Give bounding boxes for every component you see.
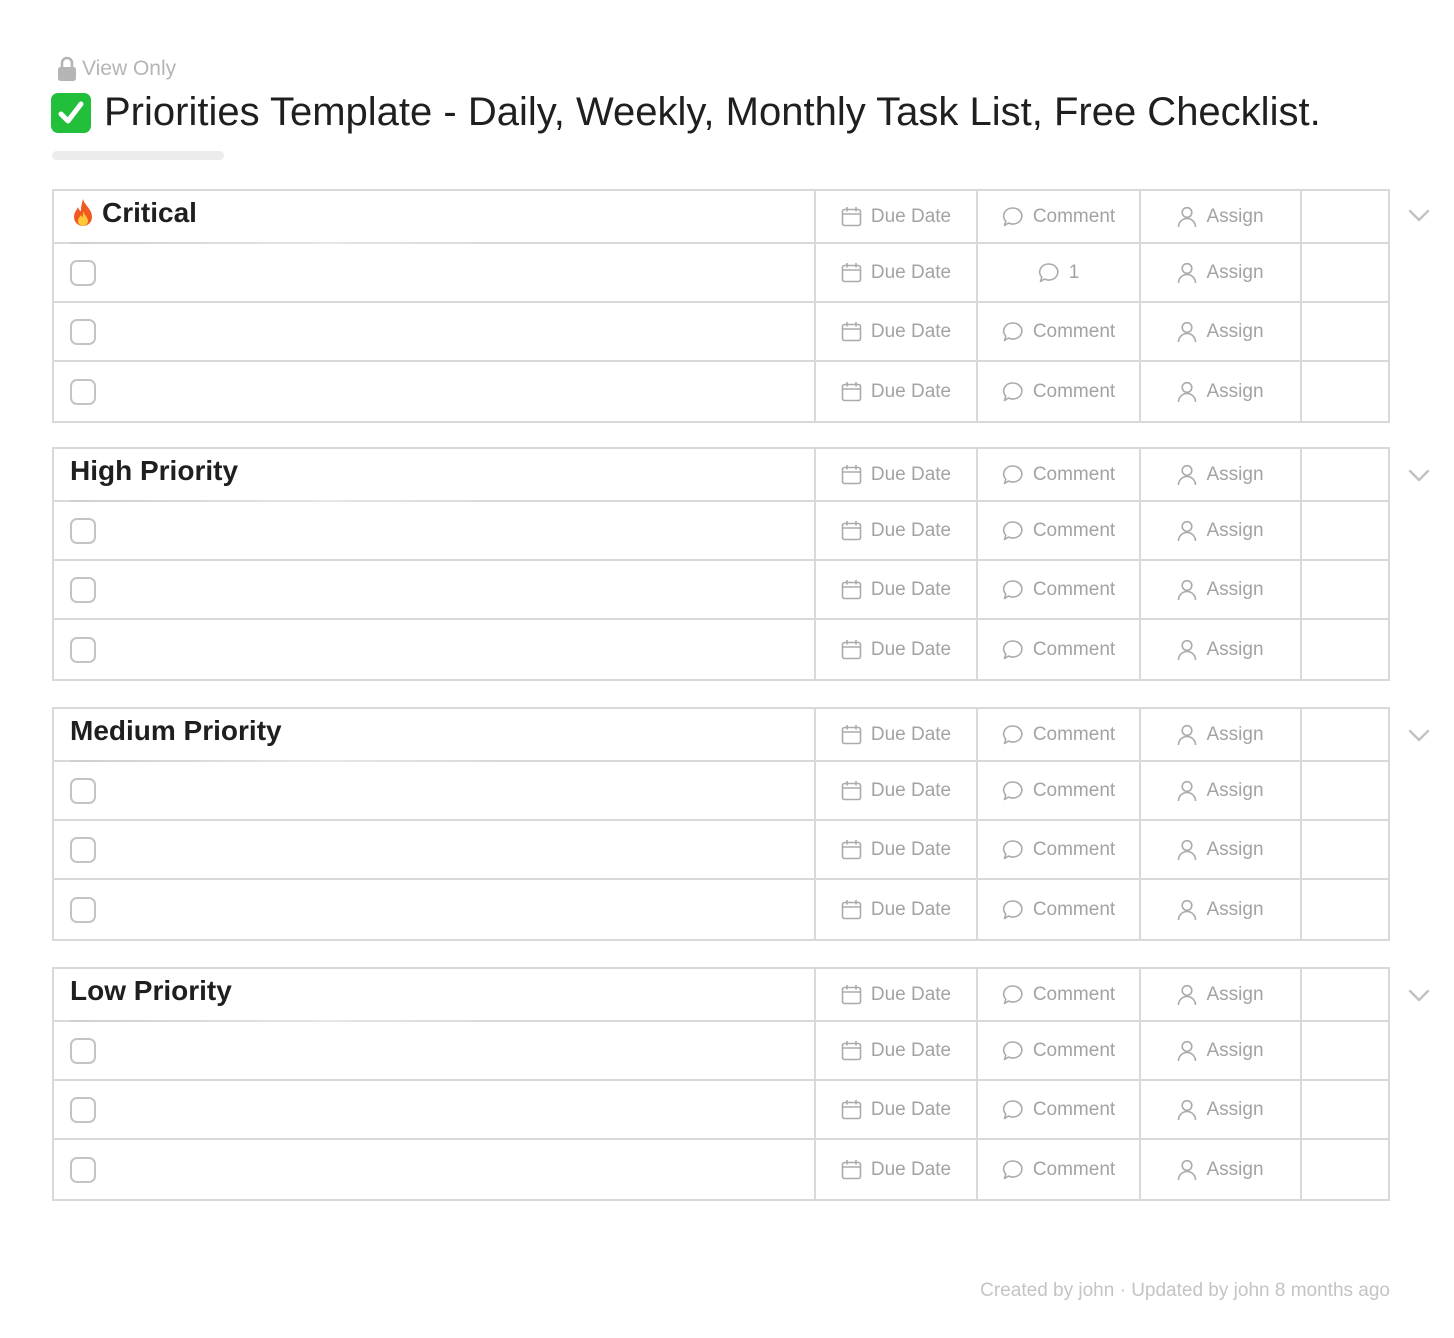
person-icon xyxy=(1177,262,1197,284)
calendar-icon xyxy=(841,1099,862,1120)
extra-column-cell xyxy=(1302,1140,1388,1199)
task-name-cell[interactable] xyxy=(54,244,816,301)
task-row xyxy=(54,303,1388,362)
comment-button-label: Comment xyxy=(1032,519,1116,541)
assign-button-label: Assign xyxy=(1206,578,1264,600)
comment-bubble-icon xyxy=(1002,1099,1024,1121)
assign-button-label: Assign xyxy=(1206,320,1264,342)
assign-button-label: Assign xyxy=(1206,898,1264,920)
person-icon xyxy=(1177,1159,1197,1181)
comment-button-label: Comment xyxy=(1032,320,1116,342)
extra-column-cell xyxy=(1302,561,1388,618)
assign-button-label: Assign xyxy=(1206,205,1264,227)
person-icon xyxy=(1177,381,1197,403)
check-mark-icon xyxy=(51,93,91,133)
due-date-button-label: Due Date xyxy=(870,1158,952,1180)
due-date-button-label: Due Date xyxy=(870,638,952,660)
extra-column-cell xyxy=(1302,620,1388,679)
comment-button[interactable] xyxy=(978,969,1141,1020)
task-row xyxy=(54,620,1388,679)
task-name-cell[interactable] xyxy=(54,880,816,939)
calendar-icon xyxy=(841,206,862,227)
section-header-row xyxy=(54,191,1388,244)
task-name-cell[interactable] xyxy=(54,1081,816,1138)
view-only-indicator xyxy=(56,56,176,82)
task-row xyxy=(54,762,1388,821)
due-date-button[interactable] xyxy=(816,1140,978,1199)
section-title-cell xyxy=(54,449,816,500)
comment-button[interactable] xyxy=(978,561,1141,618)
assign-button[interactable] xyxy=(1141,880,1302,939)
assign-button[interactable] xyxy=(1141,244,1302,301)
chevron-down-icon[interactable] xyxy=(1408,729,1430,743)
comment-button[interactable] xyxy=(978,762,1141,819)
calendar-icon xyxy=(841,639,862,660)
person-icon xyxy=(1177,899,1197,921)
person-icon xyxy=(1177,724,1197,746)
calendar-icon xyxy=(841,321,862,342)
fire-icon xyxy=(70,198,96,228)
section-title xyxy=(70,197,197,229)
comment-button-label: Comment xyxy=(1032,898,1116,920)
person-icon xyxy=(1177,206,1197,228)
extra-column-cell xyxy=(1302,1022,1388,1079)
task-checkbox[interactable] xyxy=(70,1097,96,1123)
section-title-cell xyxy=(54,191,816,242)
assign-button[interactable] xyxy=(1141,502,1302,559)
calendar-icon xyxy=(841,780,862,801)
due-date-button-label: Due Date xyxy=(870,519,952,541)
progress-bar xyxy=(52,151,224,160)
comment-bubble-icon xyxy=(1002,1159,1024,1181)
comment-bubble-icon xyxy=(1002,321,1024,343)
calendar-icon xyxy=(841,724,862,745)
task-checkbox[interactable] xyxy=(70,577,96,603)
priority-section xyxy=(52,967,1390,1201)
comment-bubble-icon xyxy=(1002,381,1024,403)
assign-button-label: Assign xyxy=(1206,463,1264,485)
assign-button[interactable] xyxy=(1141,1140,1302,1199)
chevron-down-icon[interactable] xyxy=(1408,989,1430,1003)
due-date-button[interactable] xyxy=(816,303,978,360)
due-date-button-label: Due Date xyxy=(870,1098,952,1120)
task-name-cell[interactable] xyxy=(54,1022,816,1079)
due-date-button-label: Due Date xyxy=(870,983,952,1005)
task-name-cell[interactable] xyxy=(54,502,816,559)
comment-bubble-icon xyxy=(1002,1040,1024,1062)
due-date-button[interactable] xyxy=(816,709,978,760)
task-checkbox[interactable] xyxy=(70,379,96,405)
task-checkbox[interactable] xyxy=(70,1157,96,1183)
comment-button[interactable] xyxy=(978,821,1141,878)
due-date-button-label: Due Date xyxy=(870,261,952,283)
extra-column-cell xyxy=(1302,709,1388,760)
comment-button[interactable] xyxy=(978,1081,1141,1138)
comment-button-label: Comment xyxy=(1032,983,1116,1005)
section-title xyxy=(70,975,232,1007)
comment-button[interactable] xyxy=(978,880,1141,939)
task-checkbox[interactable] xyxy=(70,637,96,663)
due-date-button[interactable] xyxy=(816,244,978,301)
extra-column-cell xyxy=(1302,244,1388,301)
assign-button-label: Assign xyxy=(1206,779,1264,801)
task-checkbox[interactable] xyxy=(70,518,96,544)
assign-button-label: Assign xyxy=(1206,723,1264,745)
due-date-button[interactable] xyxy=(816,1081,978,1138)
calendar-icon xyxy=(841,1159,862,1180)
comment-button[interactable] xyxy=(978,191,1141,242)
lock-icon xyxy=(56,56,78,82)
chevron-down-icon[interactable] xyxy=(1408,209,1430,223)
extra-column-cell xyxy=(1302,1081,1388,1138)
task-row xyxy=(54,1022,1388,1081)
person-icon xyxy=(1177,579,1197,601)
priority-section xyxy=(52,707,1390,941)
view-only-label: View Only xyxy=(82,57,177,80)
assign-button-label: Assign xyxy=(1206,1158,1264,1180)
section-title-text: Medium Priority xyxy=(70,715,282,746)
due-date-button-label: Due Date xyxy=(870,723,952,745)
comment-bubble-icon xyxy=(1002,899,1024,921)
task-checkbox[interactable] xyxy=(70,897,96,923)
page-title xyxy=(51,90,1321,135)
assign-button[interactable] xyxy=(1141,303,1302,360)
chevron-down-icon[interactable] xyxy=(1408,469,1430,483)
task-checkbox[interactable] xyxy=(70,260,96,286)
assign-button[interactable] xyxy=(1141,969,1302,1020)
comment-button-label: Comment xyxy=(1032,1039,1116,1061)
task-row xyxy=(54,502,1388,561)
task-row xyxy=(54,880,1388,939)
task-row xyxy=(54,1140,1388,1199)
assign-button[interactable] xyxy=(1141,620,1302,679)
task-name-cell[interactable] xyxy=(54,620,816,679)
due-date-button[interactable] xyxy=(816,502,978,559)
section-header-row xyxy=(54,709,1388,762)
task-row xyxy=(54,1081,1388,1140)
comment-button-label: Comment xyxy=(1032,463,1116,485)
person-icon xyxy=(1177,1040,1197,1062)
comment-button-label: Comment xyxy=(1032,638,1116,660)
section-title-text: Critical xyxy=(102,197,197,228)
task-name-cell[interactable] xyxy=(54,762,816,819)
comment-button-label: Comment xyxy=(1032,838,1116,860)
calendar-icon xyxy=(841,520,862,541)
comment-bubble-icon xyxy=(1002,464,1024,486)
calendar-icon xyxy=(841,839,862,860)
section-title-text: Low Priority xyxy=(70,975,232,1006)
comment-bubble-icon xyxy=(1002,724,1024,746)
due-date-button-label: Due Date xyxy=(870,380,952,402)
comment-button[interactable] xyxy=(978,502,1141,559)
assign-button-label: Assign xyxy=(1206,1098,1264,1120)
task-row xyxy=(54,821,1388,880)
calendar-icon xyxy=(841,262,862,283)
person-icon xyxy=(1177,464,1197,486)
comment-button-label: Comment xyxy=(1032,779,1116,801)
comment-button[interactable] xyxy=(978,244,1141,301)
task-checkbox[interactable] xyxy=(70,1038,96,1064)
priority-section xyxy=(52,447,1390,681)
task-row xyxy=(54,244,1388,303)
footer-meta: Created by john · Updated by john 8 months ago xyxy=(980,1280,1390,1301)
comment-button[interactable] xyxy=(978,709,1141,760)
comment-bubble-icon xyxy=(1002,984,1024,1006)
due-date-button[interactable] xyxy=(816,449,978,500)
due-date-button[interactable] xyxy=(816,561,978,618)
assign-button[interactable] xyxy=(1141,762,1302,819)
extra-column-cell xyxy=(1302,362,1388,421)
due-date-button[interactable] xyxy=(816,969,978,1020)
assign-button[interactable] xyxy=(1141,449,1302,500)
due-date-button[interactable] xyxy=(816,191,978,242)
due-date-button-label: Due Date xyxy=(870,578,952,600)
comment-button-label: Comment xyxy=(1032,1098,1116,1120)
extra-column-cell xyxy=(1302,880,1388,939)
due-date-button[interactable] xyxy=(816,362,978,421)
task-name-cell[interactable] xyxy=(54,303,816,360)
comment-button-label: Comment xyxy=(1032,578,1116,600)
due-date-button-label: Due Date xyxy=(870,320,952,342)
comment-button-label: Comment xyxy=(1032,1158,1116,1180)
due-date-button-label: Due Date xyxy=(870,1039,952,1061)
due-date-button-label: Due Date xyxy=(870,898,952,920)
assign-button-label: Assign xyxy=(1206,519,1264,541)
person-icon xyxy=(1177,321,1197,343)
task-row xyxy=(54,362,1388,421)
comment-button[interactable] xyxy=(978,1140,1141,1199)
assign-button-label: Assign xyxy=(1206,983,1264,1005)
comment-button[interactable] xyxy=(978,620,1141,679)
section-title xyxy=(70,455,238,487)
person-icon xyxy=(1177,839,1197,861)
task-name-cell[interactable] xyxy=(54,821,816,878)
comment-button-label: Comment xyxy=(1032,380,1116,402)
person-icon xyxy=(1177,780,1197,802)
assign-button[interactable] xyxy=(1141,1081,1302,1138)
assign-button[interactable] xyxy=(1141,362,1302,421)
priority-section xyxy=(52,189,1390,423)
comment-button-label: 1 xyxy=(1068,261,1080,283)
comment-bubble-icon xyxy=(1002,780,1024,802)
comment-button[interactable] xyxy=(978,1022,1141,1079)
comment-bubble-icon xyxy=(1002,520,1024,542)
assign-button-label: Assign xyxy=(1206,638,1264,660)
due-date-button[interactable] xyxy=(816,762,978,819)
extra-column-cell xyxy=(1302,449,1388,500)
assign-button-label: Assign xyxy=(1206,1039,1264,1061)
due-date-button[interactable] xyxy=(816,1022,978,1079)
comment-bubble-icon xyxy=(1002,579,1024,601)
task-checkbox[interactable] xyxy=(70,837,96,863)
calendar-icon xyxy=(841,984,862,1005)
assign-button[interactable] xyxy=(1141,1022,1302,1079)
comment-button-label: Comment xyxy=(1032,723,1116,745)
task-row xyxy=(54,561,1388,620)
assign-button-label: Assign xyxy=(1206,380,1264,402)
section-header-row xyxy=(54,969,1388,1022)
due-date-button-label: Due Date xyxy=(870,205,952,227)
calendar-icon xyxy=(841,1040,862,1061)
comment-button-label: Comment xyxy=(1032,205,1116,227)
comment-bubble-icon xyxy=(1038,262,1060,284)
due-date-button[interactable] xyxy=(816,880,978,939)
comment-button[interactable] xyxy=(978,449,1141,500)
comment-button[interactable] xyxy=(978,362,1141,421)
extra-column-cell xyxy=(1302,762,1388,819)
page-title-text: Priorities Template - Daily, Weekly, Monthly Task List, Free Checklist. xyxy=(104,90,1321,134)
due-date-button-label: Due Date xyxy=(870,779,952,801)
extra-column-cell xyxy=(1302,969,1388,1020)
extra-column-cell xyxy=(1302,191,1388,242)
person-icon xyxy=(1177,1099,1197,1121)
due-date-button[interactable] xyxy=(816,620,978,679)
due-date-button-label: Due Date xyxy=(870,463,952,485)
person-icon xyxy=(1177,984,1197,1006)
extra-column-cell xyxy=(1302,821,1388,878)
task-checkbox[interactable] xyxy=(70,778,96,804)
comment-bubble-icon xyxy=(1002,839,1024,861)
person-icon xyxy=(1177,520,1197,542)
section-title-text: High Priority xyxy=(70,455,239,486)
calendar-icon xyxy=(841,899,862,920)
task-checkbox[interactable] xyxy=(70,319,96,345)
section-title xyxy=(70,715,282,747)
section-title-cell xyxy=(54,709,816,760)
section-header-row xyxy=(54,449,1388,502)
comment-bubble-icon xyxy=(1002,206,1024,228)
due-date-button-label: Due Date xyxy=(870,838,952,860)
extra-column-cell xyxy=(1302,502,1388,559)
assign-button[interactable] xyxy=(1141,709,1302,760)
assign-button[interactable] xyxy=(1141,821,1302,878)
assign-button-label: Assign xyxy=(1206,838,1264,860)
task-name-cell[interactable] xyxy=(54,1140,816,1199)
comment-bubble-icon xyxy=(1002,639,1024,661)
comment-button[interactable] xyxy=(978,303,1141,360)
assign-button[interactable] xyxy=(1141,191,1302,242)
assign-button-label: Assign xyxy=(1206,261,1264,283)
section-title-cell xyxy=(54,969,816,1020)
task-name-cell[interactable] xyxy=(54,362,816,421)
due-date-button[interactable] xyxy=(816,821,978,878)
calendar-icon xyxy=(841,579,862,600)
assign-button[interactable] xyxy=(1141,561,1302,618)
extra-column-cell xyxy=(1302,303,1388,360)
calendar-icon xyxy=(841,381,862,402)
calendar-icon xyxy=(841,464,862,485)
task-name-cell[interactable] xyxy=(54,561,816,618)
person-icon xyxy=(1177,639,1197,661)
